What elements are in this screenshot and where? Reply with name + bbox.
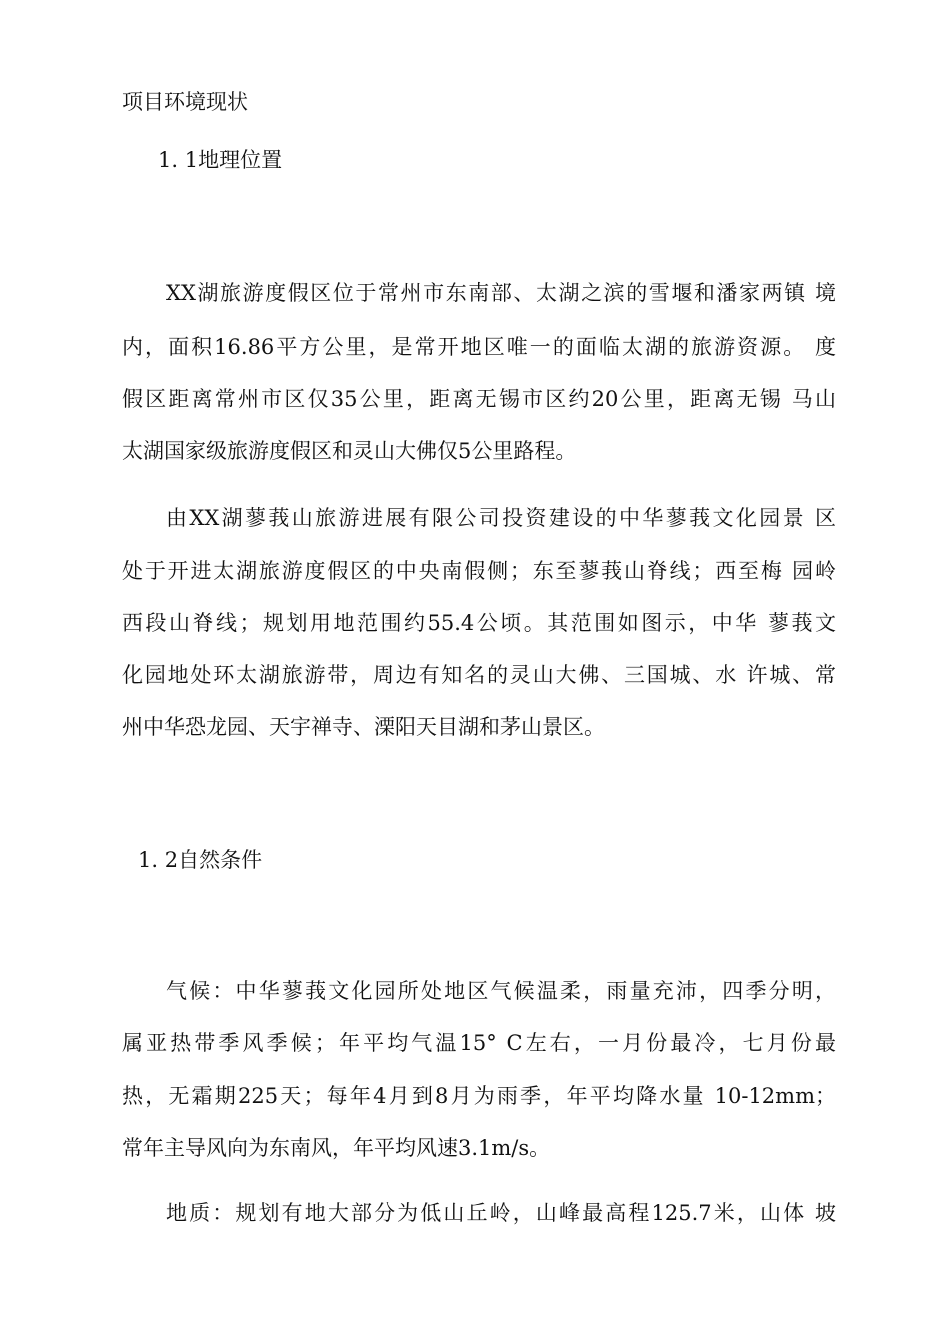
paragraph-line: 州中华恐龙园、天宇禅寺、溧阳天目湖和茅山景区。 xyxy=(122,715,605,739)
paragraph-line: 太湖国家级旅游度假区和灵山大佛仅5公里路程。 xyxy=(122,439,577,463)
paragraph-line: 常年主导风向为东南风，年平均风速3.1m/s。 xyxy=(122,1136,551,1160)
paragraph-line: XX湖旅游度假区位于常州市东南部、太湖之滨的雪堰和潘家两镇 境 xyxy=(166,281,836,305)
paragraph-line: 热，无霜期225天；每年4月到8月为雨季，年平均降水量 10-12mm； xyxy=(122,1084,836,1108)
paragraph-line: 西段山脊线；规划用地范围约55.4公顷。其范围如图示，中华 蓼莪文 xyxy=(122,611,836,635)
paragraph-line: 内，面积16.86平方公里，是常开地区唯一的面临太湖的旅游资源。 度 xyxy=(122,335,836,359)
paragraph-line: 属亚热带季风季候；年平均气温15° C左右，一月份最冷，七月份最 xyxy=(122,1031,836,1055)
paragraph-line: 由XX湖蓼莪山旅游进展有限公司投资建设的中华蓼莪文化园景 区 xyxy=(166,506,836,530)
paragraph-line: 地质：规划有地大部分为低山丘岭，山峰最高程125.7米，山体 坡 xyxy=(166,1201,836,1225)
document-title: 项目环境现状 xyxy=(122,90,248,114)
paragraph-line: 假区距离常州市区仅35公里，距离无锡市区约20公里，距离无锡 马山 xyxy=(122,387,836,411)
section-heading-1-2: 1. 2自然条件 xyxy=(138,848,263,872)
section-heading-1-1: 1. 1地理位置 xyxy=(158,148,283,172)
paragraph-line: 化园地处环太湖旅游带，周边有知名的灵山大佛、三国城、水 许城、常 xyxy=(122,663,836,687)
paragraph-line: 气候：中华蓼莪文化园所处地区气候温柔，雨量充沛，四季分明， xyxy=(166,979,836,1003)
paragraph-line: 处于开进太湖旅游度假区的中央南假侧；东至蓼莪山脊线；西至梅 园岭 xyxy=(122,559,836,583)
